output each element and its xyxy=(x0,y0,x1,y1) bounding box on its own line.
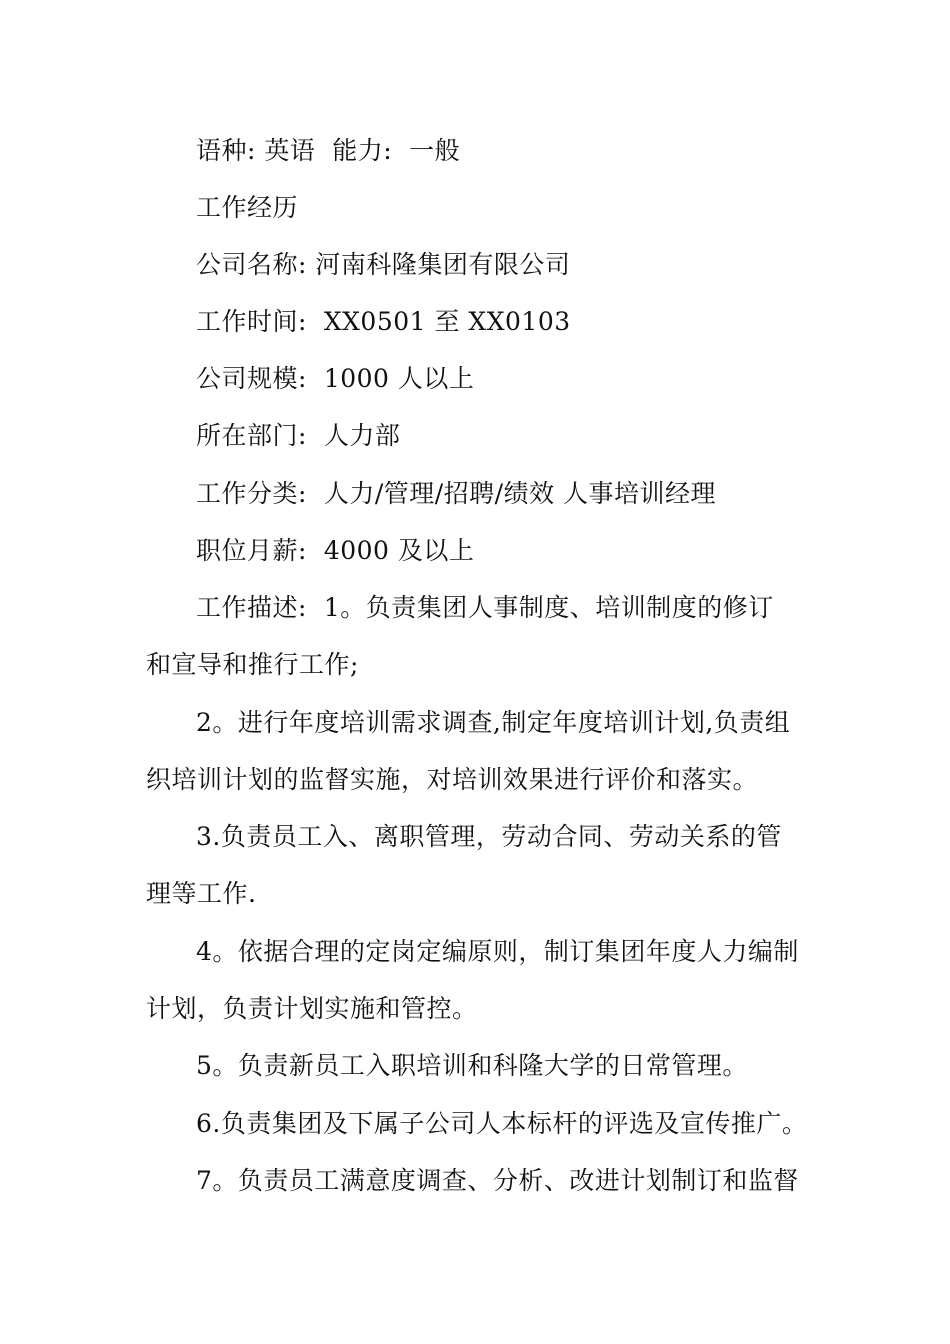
duty-item-2-line-1: 2。进行年度培训需求调查,制定年度培训计划,负责组 xyxy=(196,708,791,737)
job-category-line: 工作分类: 人力/管理/招聘/绩效 人事培训经理 xyxy=(196,479,717,508)
department-line: 所在部门: 人力部 xyxy=(196,421,401,450)
job-description-line-2: 和宣导和推行工作; xyxy=(146,650,359,679)
duty-item-4-line-2: 计划，负责计划实施和管控。 xyxy=(146,994,478,1023)
duty-item-6-line: 6.负责集团及下属子公司人本标杆的评选及宣传推广。 xyxy=(196,1109,808,1138)
duty-item-2-line-2: 织培训计划的监督实施，对培训效果进行评价和落实。 xyxy=(146,765,759,794)
work-experience-heading: 工作经历 xyxy=(196,193,299,222)
company-name-line: 公司名称: 河南科隆集团有限公司 xyxy=(196,250,571,279)
company-scale-line: 公司规模: 1000 人以上 xyxy=(196,364,475,393)
work-period-line: 工作时间: XX0501 至 XX0103 xyxy=(196,307,571,336)
duty-item-7-line: 7。负责员工满意度调查、分析、改进计划制订和监督 xyxy=(196,1166,799,1195)
duty-item-5-line: 5。负责新员工入职培训和科隆大学的日常管理。 xyxy=(196,1051,748,1080)
job-description-line-1: 工作描述: 1。负责集团人事制度、培训制度的修订 xyxy=(196,593,774,622)
duty-item-4-line-1: 4。依据合理的定岗定编原则，制订集团年度人力编制 xyxy=(196,937,799,966)
monthly-salary-line: 职位月薪: 4000 及以上 xyxy=(196,536,475,565)
duty-item-3-line-1: 3.负责员工入、离职管理，劳动合同、劳动关系的管 xyxy=(196,822,782,851)
language-ability-line: 语种: 英语 能力: 一般 xyxy=(196,136,461,165)
duty-item-3-line-2: 理等工作. xyxy=(146,879,257,908)
